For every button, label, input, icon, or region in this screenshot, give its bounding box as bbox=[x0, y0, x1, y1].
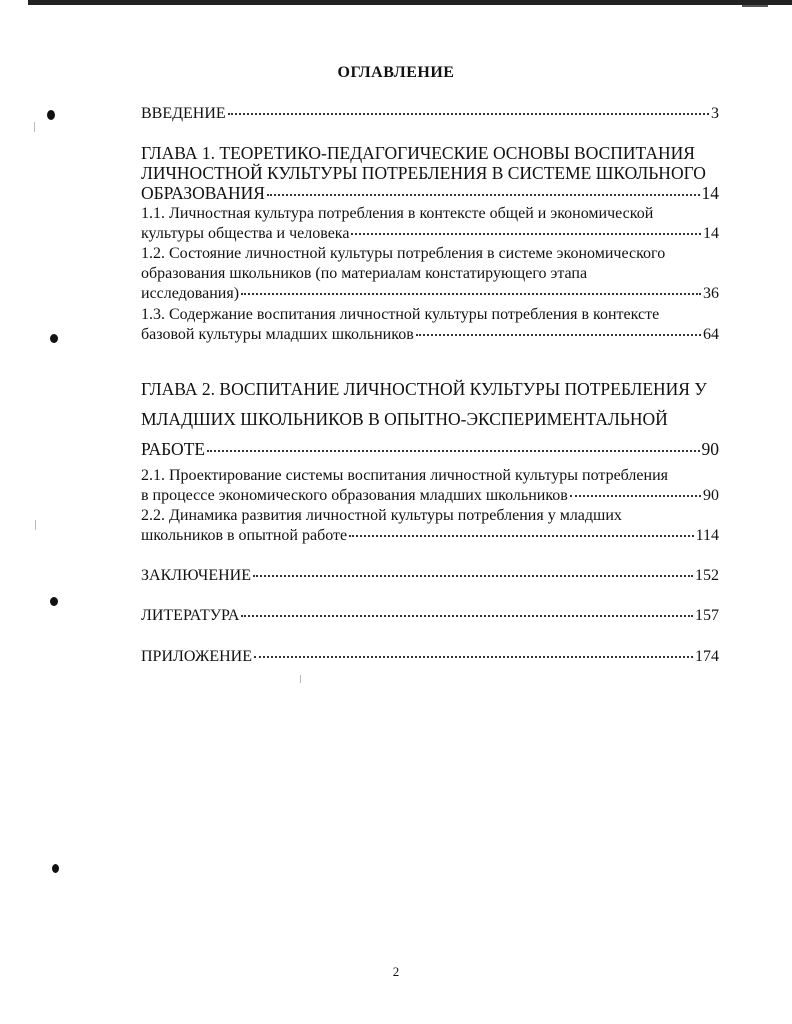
toc-entry-title: исследования) bbox=[141, 285, 240, 302]
leader-dots bbox=[267, 193, 700, 196]
toc-entry-text: 1.1. Личностная культура потребления в контексте общей и экономической bbox=[141, 205, 654, 222]
toc-entry-intro bbox=[141, 104, 719, 124]
toc-entry-text: 1.2. Состояние личностной культуры потребления в системе экономического bbox=[141, 245, 666, 262]
toc-entry-text: МЛАДШИХ ШКОЛЬНИКОВ В ОПЫТНО-ЭКСПЕРИМЕНТАЛЬНОЙ bbox=[141, 409, 668, 429]
toc-entry-appendix bbox=[141, 647, 719, 667]
toc-entry-title: в процессе экономического образования младших школьников bbox=[141, 487, 568, 504]
toc-entry-page: 152 bbox=[695, 567, 719, 584]
leader-dots bbox=[416, 333, 701, 336]
leader-dots bbox=[570, 494, 701, 497]
toc-entry-page: 114 bbox=[695, 527, 719, 544]
scan-speck bbox=[34, 122, 35, 132]
toc-entry-page: 14 bbox=[703, 225, 719, 242]
toc-entry-text: ГЛАВА 2. ВОСПИТАНИЕ ЛИЧНОСТНОЙ КУЛЬТУРЫ ПОТРЕБЛЕНИЯ У bbox=[141, 379, 707, 399]
leader-dots bbox=[207, 449, 699, 452]
page-number: 2 bbox=[392, 964, 400, 979]
toc-entry-page: 90 bbox=[701, 439, 719, 459]
toc-entry-conclusion bbox=[141, 566, 719, 586]
top-edge-notch bbox=[742, 5, 768, 7]
toc-entry-page: 36 bbox=[703, 285, 719, 302]
leader-dots bbox=[241, 614, 693, 617]
toc-entry-section-1-1 bbox=[141, 204, 719, 244]
toc-entry-text: ГЛАВА 1. ТЕОРЕТИКО-ПЕДАГОГИЧЕСКИЕ ОСНОВЫ ВОСПИТАНИЯ bbox=[141, 143, 695, 163]
scan-blot bbox=[52, 864, 59, 873]
toc-entry-title: ПРИЛОЖЕНИЕ bbox=[141, 648, 253, 665]
toc-entry-page: 174 bbox=[695, 648, 719, 665]
leader-dots bbox=[228, 112, 709, 115]
toc-entry-section-1-2 bbox=[141, 244, 719, 304]
toc-entry-title: школьников в опытной работе bbox=[141, 527, 348, 544]
toc-entry-text: 2.1. Проектирование системы воспитания личностной культуры потребления bbox=[141, 467, 668, 484]
leader-dots bbox=[241, 292, 701, 295]
leader-dots bbox=[253, 574, 693, 577]
toc-entry-text: ЛИЧНОСТНОЙ КУЛЬТУРЫ ПОТРЕБЛЕНИЯ В СИСТЕМЕ ШКОЛЬНОГО bbox=[141, 163, 706, 183]
scan-blot bbox=[47, 110, 55, 120]
leader-dots bbox=[254, 655, 693, 658]
toc-entry-chapter-2 bbox=[141, 374, 719, 464]
toc-entry-title: культуры общества и человека bbox=[141, 225, 350, 242]
toc-entry-page: 157 bbox=[695, 607, 719, 624]
toc-entry-page: 3 bbox=[711, 105, 719, 122]
toc-entry-text: 2.2. Динамика развития личностной культуры потребления у младших bbox=[141, 507, 622, 524]
top-edge-rule bbox=[28, 0, 792, 5]
toc-entry-title: базовой культуры младших школьников bbox=[141, 326, 414, 343]
toc-entry-title: ЗАКЛЮЧЕНИЕ bbox=[141, 567, 251, 584]
toc-entry-page: 14 bbox=[701, 183, 719, 203]
scan-speck bbox=[300, 675, 301, 683]
toc-entry-text: образования школьников (по материалам констатирующего этапа bbox=[141, 265, 588, 282]
toc-entry-title: ОБРАЗОВАНИЯ bbox=[141, 183, 265, 203]
scan-blot bbox=[50, 597, 58, 606]
toc-entry-page: 64 bbox=[703, 326, 719, 343]
toc-entry-section-2-1 bbox=[141, 466, 719, 506]
toc-entry-chapter-1 bbox=[141, 143, 719, 203]
toc-entry-title: ЛИТЕРАТУРА bbox=[141, 607, 240, 624]
leader-dots bbox=[351, 232, 701, 235]
page-title: ОГЛАВЛЕНИЕ bbox=[337, 64, 455, 81]
toc-entry-literature bbox=[141, 606, 719, 626]
scan-speck bbox=[35, 520, 36, 530]
leader-dots bbox=[349, 534, 693, 537]
scan-blot bbox=[50, 334, 58, 343]
toc-entry-section-2-2 bbox=[141, 506, 719, 546]
toc-entry-page: 90 bbox=[703, 487, 719, 504]
toc-entry-text: 1.3. Содержание воспитания личностной культуры потребления в контексте bbox=[141, 306, 660, 323]
toc-entry-title: РАБОТЕ bbox=[141, 439, 206, 459]
toc-entry-section-1-3 bbox=[141, 305, 719, 345]
toc-entry-title: ВВЕДЕНИЕ bbox=[141, 105, 226, 122]
